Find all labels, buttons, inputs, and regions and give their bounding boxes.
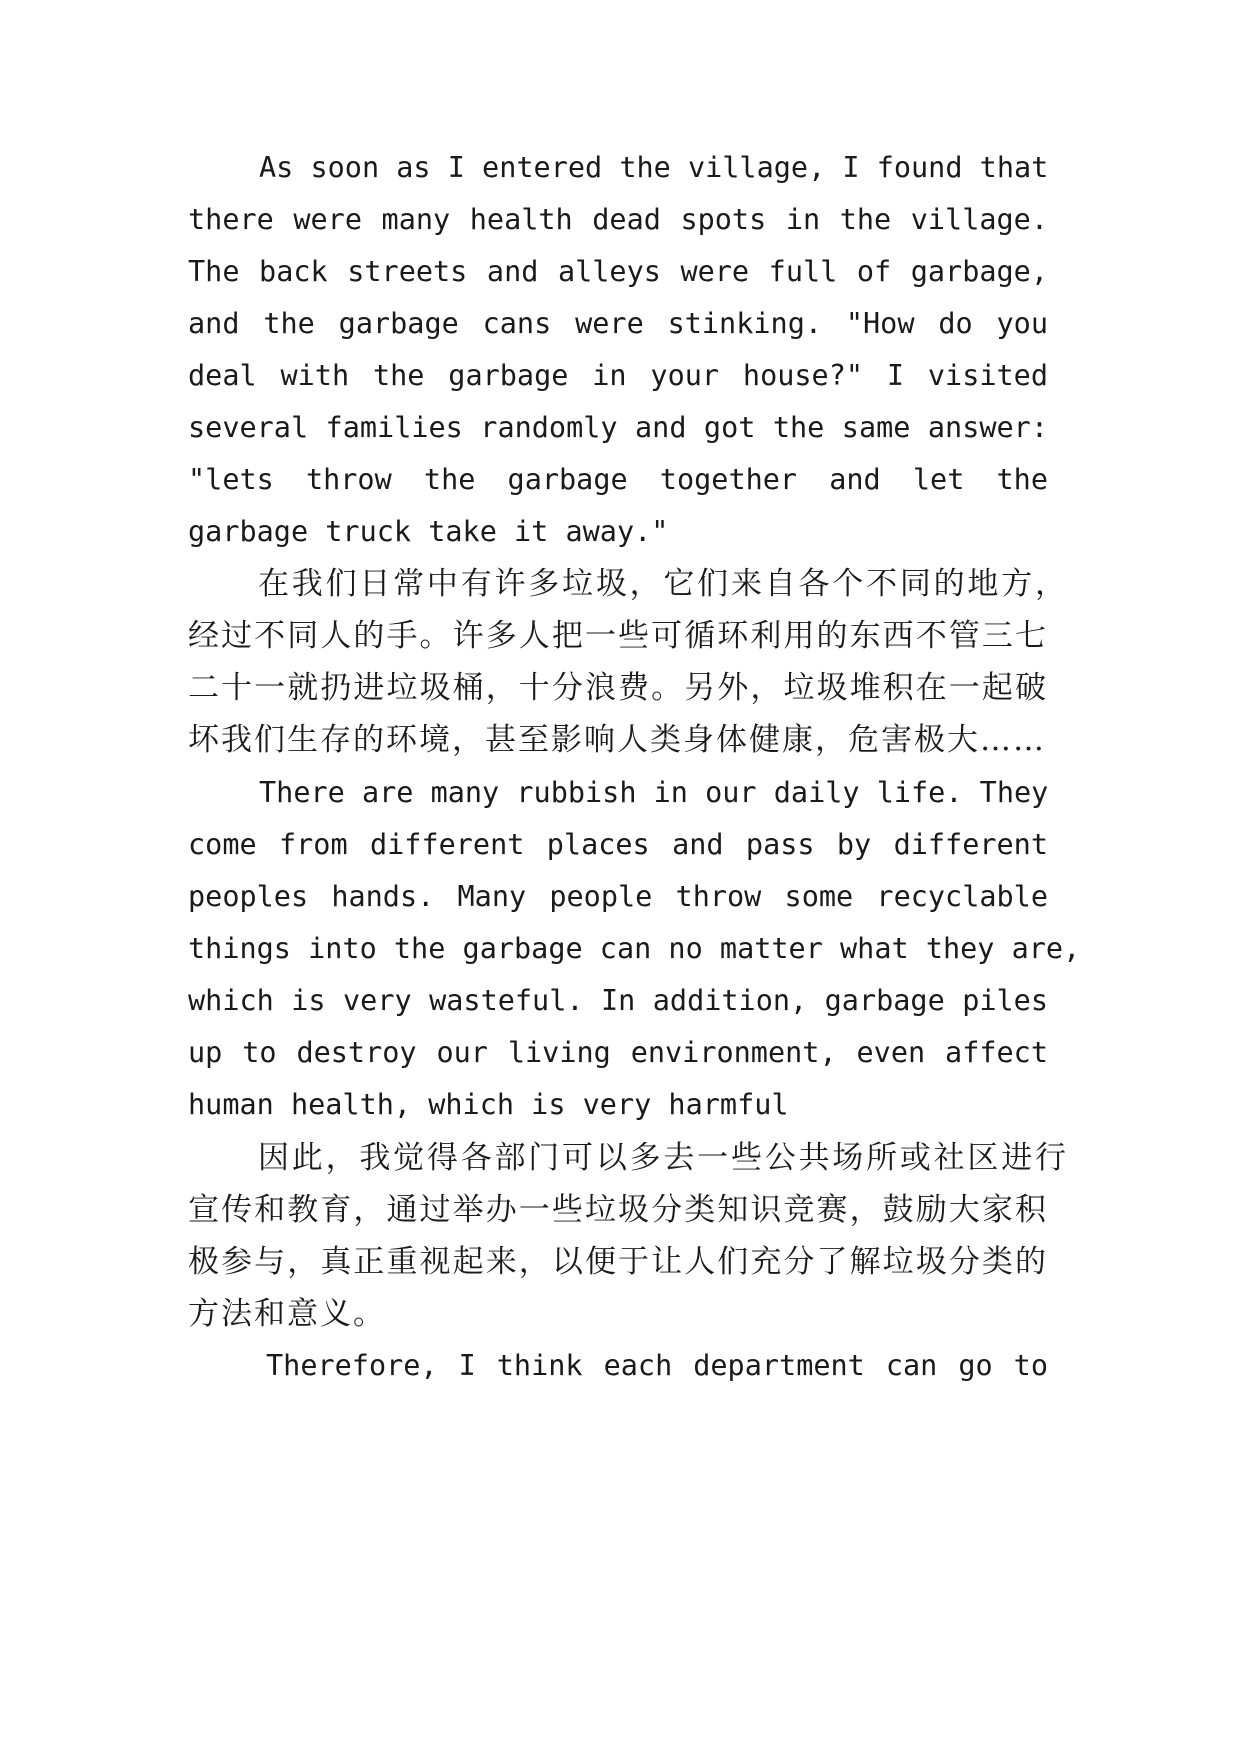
paragraph-1-line-3: The back streets and alleys were full of garbage,	[188, 255, 1048, 288]
paragraph-4-line-2: 宣传和教育，通过举办一些垃圾分类知识竞赛，鼓励大家积	[188, 1192, 1048, 1228]
paragraph-1-line-5: deal with the garbage in your house?" I visited	[188, 359, 1048, 392]
paragraph-3-line-2: come from different places and pass by different	[188, 828, 1048, 861]
paragraph-1-line-4: and the garbage cans were stinking. "How do you	[188, 307, 1048, 340]
paragraph-3-line-1: There are many rubbish in our daily life. They	[259, 776, 1049, 809]
paragraph-3-line-3: peoples hands. Many people throw some recyclable	[188, 880, 1048, 913]
paragraph-3-line-4: things into the garbage can no matter what they are,	[188, 932, 1081, 965]
paragraph-1-line-7: "lets throw the garbage together and let the	[188, 463, 1048, 496]
paragraph-2-line-2: 经过不同人的手。许多人把一些可循环利用的东西不管三七	[188, 618, 1048, 654]
paragraph-1-line-6: several families randomly and got the same answer:	[188, 411, 1048, 444]
paragraph-4-line-1: 因此，我觉得各部门可以多去一些公共场所或社区进行	[258, 1140, 1068, 1176]
paragraph-1-line-1: As soon as I entered the village, I found that	[259, 151, 1049, 184]
paragraph-2-line-3: 二十一就扔进垃圾桶，十分浪费。另外，垃圾堆积在一起破	[188, 670, 1048, 706]
paragraph-1-line-2: there were many health dead spots in the village.	[188, 203, 1048, 236]
paragraph-2-line-1: 在我们日常中有许多垃圾，它们来自各个不同的地方，	[258, 566, 1068, 602]
paragraph-4-line-3: 极参与，真正重视起来，以便于让人们充分了解垃圾分类的	[188, 1244, 1048, 1280]
paragraph-3-line-6: up to destroy our living environment, even affect	[188, 1036, 1048, 1069]
paragraph-3-line-5: which is very wasteful. In addition, garbage piles	[188, 984, 1048, 1017]
paragraph-3-line-7: human health, which is very harmful	[188, 1088, 789, 1121]
paragraph-2-line-4: 坏我们生存的环境，甚至影响人类身体健康，危害极大……	[188, 722, 1046, 758]
paragraph-4-line-4: 方法和意义。	[188, 1296, 386, 1332]
paragraph-1-line-8: garbage truck take it away."	[188, 515, 669, 548]
paragraph-5-line-1: Therefore, I think each department can go to	[266, 1349, 1048, 1382]
